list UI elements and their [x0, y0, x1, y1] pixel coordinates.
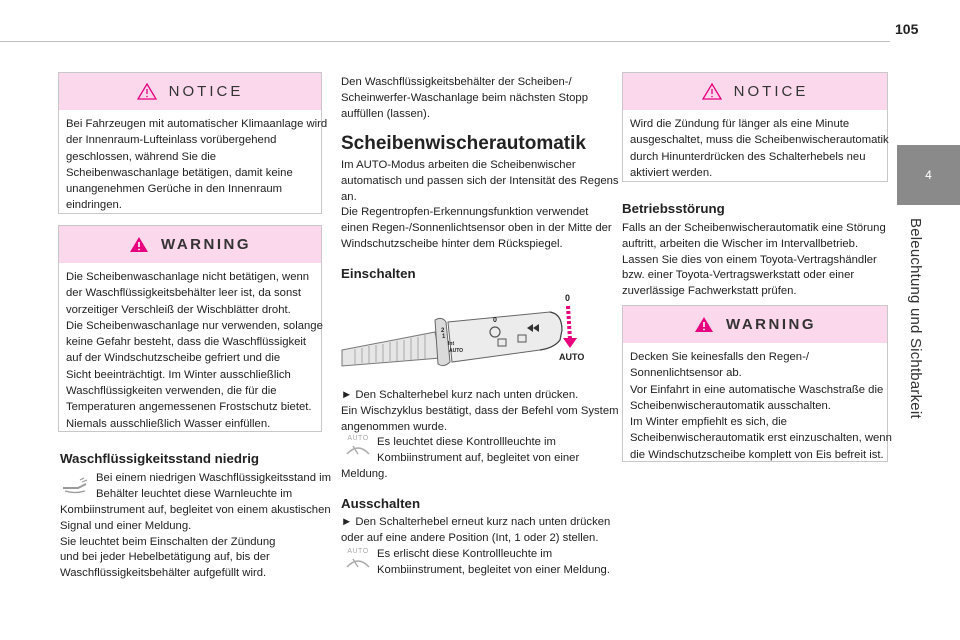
- auto-wiper-heading: Scheibenwischerautomatik: [341, 133, 586, 154]
- malfunction-line: Falls an der Scheibenwischerautomatik eine Störung: [622, 222, 886, 234]
- refill-intro: [341, 75, 588, 122]
- notice-line: unangenehmen Gerüche in den Innenraum: [66, 183, 283, 196]
- notice-line: eindringen.: [66, 199, 122, 212]
- low-level-line: Kombiinstrument auf, begleitet von einem akustischen: [60, 504, 331, 516]
- warning-line: Niemals ausschließlich Wasser einfüllen.: [66, 417, 271, 430]
- intro-line: Scheinwerfer-Waschanlage beim nächsten Stopp: [341, 91, 588, 104]
- lever-label-2: 2: [441, 328, 445, 334]
- page-number: 105: [895, 21, 919, 37]
- switch-off-heading: Ausschalten: [341, 496, 421, 511]
- notice-title: NOTICE: [733, 83, 809, 100]
- auto-wiper-description: [341, 158, 619, 253]
- warning-line: Waschflüssigkeiten verwenden, die für die: [66, 385, 277, 398]
- notice-line: Bei Fahrzeugen mit automatischer Klimaanlage wird: [66, 118, 328, 130]
- step-line: ► Den Schalterhebel kurz nach unten drücken.: [341, 389, 579, 401]
- warning-line: Die Scheibenwaschanlage nur verwenden, solange: [66, 319, 323, 332]
- desc-line: an.: [341, 190, 357, 203]
- notice-line: Wird die Zündung für länger als eine Minute: [630, 118, 850, 130]
- low-level-heading: Waschflüssigkeitsstand niedrig: [60, 451, 260, 466]
- notice-line: geschlossen, während Sie die: [66, 150, 217, 163]
- notice-triangle-icon: [702, 83, 722, 100]
- malfunction-line: bzw. einer Toyota-Vertragswerkstatt oder einer: [622, 269, 855, 282]
- warning-line: Scheibenwischerautomatik erst einzuschalten, wenn: [630, 432, 892, 445]
- notice-title: NOTICE: [168, 83, 244, 100]
- warning-title: WARNING: [726, 316, 816, 333]
- icon-line: Es leuchtet diese Kontrollleuchte im: [377, 436, 556, 448]
- figure-label-0: 0: [565, 293, 571, 303]
- warning-line: Temperaturen angemessenen Frostschutz bietet.: [66, 401, 312, 414]
- warning-line: auf der Windschutzscheibe gefriert und die: [66, 352, 281, 365]
- notice-line: ausgeschaltet, muss die Scheibenwischerautomatik: [630, 134, 889, 147]
- figure-label-auto: AUTO: [559, 352, 585, 362]
- malfunction-heading: Betriebsstörung: [622, 201, 725, 216]
- intro-line: Den Waschflüssigkeitsbehälter der Scheiben-/: [341, 76, 572, 88]
- notice-line: durch Hinunterdrücken des Schalterhebels neu: [630, 150, 866, 163]
- desc-line: Im AUTO-Modus arbeiten die Scheibenwischer: [341, 159, 576, 171]
- warning-body: [59, 263, 321, 440]
- intro-line: auffüllen (lassen).: [341, 107, 430, 120]
- notice-triangle-icon: [137, 83, 157, 100]
- warning-line: keine Gefahr besteht, dass die Waschflüssigkeit: [66, 336, 307, 349]
- malfunction-line: Lassen Sie dies von einem Toyota-Vertragshändler: [622, 253, 877, 266]
- warning-header: [623, 306, 887, 343]
- warning-line: Decken Sie keinesfalls den Regen-/: [630, 351, 809, 363]
- notice-box-right: [622, 72, 888, 182]
- notice-line: Scheibenwaschanlage betätigen, damit keine: [66, 166, 293, 179]
- auto-wiper-lamp-off: [343, 548, 373, 574]
- switch-on-icon-text: [377, 435, 579, 467]
- step-line: ► Den Schalterhebel erneut kurz nach unten drücken: [341, 516, 611, 528]
- lever-label-1: 1: [442, 334, 446, 340]
- switch-off-steps: [341, 515, 610, 547]
- lever-label-0: 0: [493, 317, 497, 324]
- notice-body: [623, 110, 887, 189]
- notice-header: [623, 73, 887, 110]
- warning-line: Vor Einfahrt in eine automatische Waschstraße die: [630, 383, 884, 396]
- warning-line: der Waschflüssigkeitsbehälter leer ist, da sonst: [66, 287, 302, 300]
- washer-fluid-warning-icon: [60, 476, 90, 496]
- step-line: oder auf eine andere Position (Int, 1 oder 2) stellen.: [341, 531, 599, 544]
- notice-box-left: [58, 72, 328, 214]
- malfunction-text: [622, 221, 886, 300]
- low-level-line: und bei jeder Hebelbetätigung auf, bis der: [60, 551, 270, 564]
- low-level-line: Signal und einer Meldung.: [60, 519, 192, 532]
- desc-line: einen Regen-/Sonnenlichtsensor oben in der Mitte der: [341, 222, 612, 235]
- auto-wiper-icon: [345, 555, 371, 569]
- switch-on-heading: Einschalten: [341, 266, 416, 281]
- lever-label-int: Int: [448, 341, 455, 347]
- auto-lamp-label: AUTO: [347, 435, 369, 442]
- warning-title: WARNING: [161, 236, 251, 253]
- malfunction-line: auftritt, arbeiten die Wischer im Intervallbetrieb.: [622, 237, 859, 250]
- warning-box-left: [58, 225, 322, 432]
- header-divider: [0, 41, 890, 42]
- notice-header: [59, 73, 321, 110]
- icon-line: Kombiinstrument auf, begleitet von einer: [377, 451, 580, 464]
- malfunction-line: zuverlässige Fachwerkstatt prüfen.: [622, 285, 797, 298]
- low-level-line: Behälter leuchtet diese Warnleuchte im: [96, 487, 293, 500]
- warning-line: die Windschutzscheibe komplett von Eis befreit ist.: [630, 448, 884, 461]
- low-level-icon-text: [96, 471, 331, 503]
- warning-body: [623, 343, 892, 471]
- notice-line: aktiviert werden.: [630, 166, 713, 179]
- desc-line: Windschutzscheibe hinter dem Rückspiegel.: [341, 237, 563, 250]
- step-line: angenommen wurde.: [341, 420, 448, 433]
- desc-line: Die Regentropfen-Erkennungsfunktion verwendet: [341, 206, 589, 219]
- low-level-line: Waschflüssigkeitsbehälter aufgefüllt wird.: [60, 567, 267, 580]
- warning-box-right: [622, 305, 892, 462]
- warning-line: Sonnenlichtsensor ab.: [630, 367, 742, 380]
- switch-on-tail: Meldung.: [341, 468, 388, 480]
- notice-line: der Innenraum-Lufteinlass vorübergehend: [66, 134, 277, 147]
- step-line: Ein Wischzyklus bestätigt, dass der Befehl vom System: [341, 404, 619, 417]
- warning-header: [59, 226, 321, 263]
- lever-label-auto: AUTO: [449, 348, 464, 354]
- low-level-line: Bei einem niedrigen Waschflüssigkeitsstand im: [96, 472, 332, 484]
- warning-line: Sicht beeinträchtigt. Im Winter ausschließlich: [66, 368, 291, 381]
- notice-body: [59, 110, 328, 222]
- wiper-stalk-figure: [340, 292, 590, 380]
- warning-line: Im Winter empfiehlt es sich, die: [630, 416, 787, 429]
- desc-line: automatisch und passen sich der Intensität des Regens: [341, 174, 619, 187]
- warning-line: Die Scheibenwaschanlage nicht betätigen, wenn: [66, 271, 310, 283]
- low-level-line: Sie leuchtet beim Einschalten der Zündung: [60, 535, 276, 548]
- warning-line: vorzeitiger Verschleiß der Wischblätter droht.: [66, 303, 291, 316]
- auto-lamp-label: AUTO: [347, 548, 369, 555]
- switch-off-icon-text: [377, 547, 610, 579]
- warning-line: Scheibenwischerautomatik ausschalten.: [630, 399, 831, 412]
- chapter-title: Beleuchtung und Sichtbarkeit: [907, 218, 924, 419]
- warning-triangle-icon: [694, 316, 714, 333]
- icon-line: Es erlischt diese Kontrollleuchte im: [377, 548, 553, 560]
- low-level-text: [60, 503, 331, 582]
- chapter-tab[interactable]: 4: [897, 145, 960, 205]
- auto-wiper-lamp-on: [343, 435, 373, 461]
- warning-triangle-icon: [129, 236, 149, 253]
- auto-wiper-icon: [345, 442, 371, 456]
- switch-on-steps: [341, 388, 619, 435]
- icon-line: Kombiinstrument, begleitet von einer Meldung.: [377, 563, 610, 576]
